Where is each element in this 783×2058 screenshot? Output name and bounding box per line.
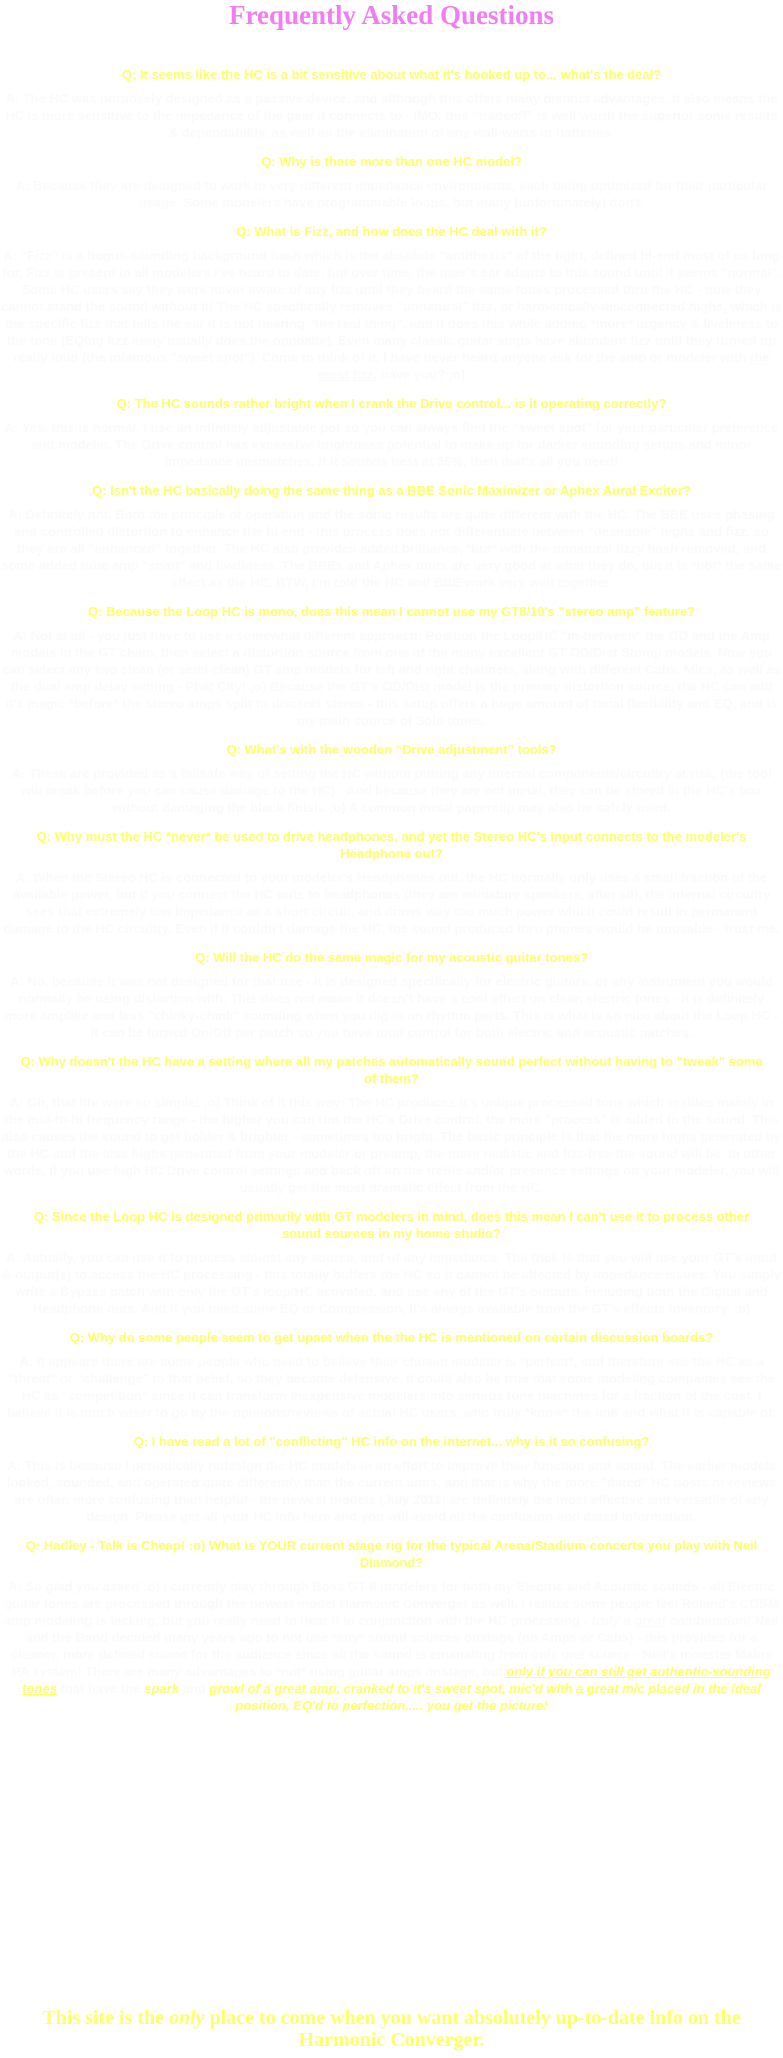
faq-answer: A: Not at all - you just have to use a somewhat different approach: Position the Loop/HC "in-between" the OD and the Amp models in the GT chain, then select a distortion source from one of the many excellent GT OD/Dist Stomp models. Now you can select any two clean (or semi-clean) GT amp models for left and right channels, along with different Cabs, Mics, as well as the dual amp delay setting - Phat City! ;o) Because the GT's OD/Dist model is the primary distortion source, the HC can add it's magic *before* the stereo amps split to discreet stereo - this setup offers a huge amount of tonal flexibility and EQ, and is my main source of Solo tones. <box>2 628 781 728</box>
answer-text: A: “Fizz” is a bogus-sounding background hash which is the absolute "antithesis" of the tight, defined hi-end most of us long for. Fizz is present in all modelers I've heard to date, but over time, the user's ear adapts to this sound until it seems "normal". Some HC users say they were never aware of any fizz until they heard the same tones processed thru the HC - now they cannot stand the sound without it! The HC specifically removes "unnatural" fizz, or harmonically-disconnected highs, which is the specific fizz that tells the ear it is not hearing "the real thing", and it does this while adding *more* urgency & liveliness to the tone (EQing fizz away usually does the opposite). Even many classic guitar amps have abundant fizz until they turned up really loud (the infamous "sweet spot"). Come to think of it, I have never heard anyone ask for the amp or modeler with <box>1 248 782 365</box>
faq-question: Q: Since the Loop HC is designed primarily with GT modelers in mind, does this mean I can't use it to process other sound sources in my home studio? <box>33 1209 750 1241</box>
faq-answer: A: Because they are designed to work in very different impedance environments, each being optimized for their particular usage. Some modelers have programmable loops, but many (unfortunately) don't. <box>15 178 768 210</box>
page-title: Frequently Asked Questions <box>228 0 555 30</box>
faq-item-2 <box>0 153 783 211</box>
faq-question: Q: The HC sounds rather bright when I crank the Drive control... is it operating correctly? <box>116 396 667 411</box>
answer-text: that have the <box>56 1681 145 1696</box>
answer-underlined-text: the most fizz <box>317 350 770 382</box>
faq-item-4 <box>0 395 783 470</box>
faq-question: Q: What is Fizz, and how does the HC deal with it? <box>236 224 547 239</box>
faq-item-9 <box>0 949 783 1041</box>
faq-item-13 <box>0 1433 783 1525</box>
answer-italic: truly a great combination! <box>591 1613 752 1628</box>
faq-question: Q: I have read a lot of "conflicting" HC info on the internet... why is it so confusing? <box>133 1434 650 1449</box>
faq-item-8 <box>0 828 783 937</box>
faq-question: Q: Why must the HC *never* be used to drive headphones, and yet the Stereo HC's input connects to the modeler's Headphone out? <box>36 829 747 861</box>
footer-tagline: This site is the only place to come when you want absolutely up-to-date info on the Harmonic Converger. <box>42 2007 741 2051</box>
faq-item-10 <box>0 1053 783 1196</box>
faq-question: Q: What's with the wooden “Drive adjustment” tools? <box>226 742 557 757</box>
faq-question: Q: Why is there more than one HC model? <box>261 154 522 169</box>
faq-item-3 <box>0 223 783 383</box>
faq-item-14 <box>0 1537 783 1714</box>
answer-text-tail: , have you? ;o) <box>373 367 466 382</box>
answer-highlight: spark <box>144 1681 179 1696</box>
answer-highlight: only if you can still get authentic-sounding tones <box>22 1664 771 1696</box>
faq-answer: A: Actually, you can use it to process almost any source, and of any impedance. The trick is that you will use your GT's input & output(s) to access the HC processing - this totally buffers the HC so it cannot be affected by impedance issues. You simply write a Bypass patch with only the GT's loop/HC activated, and use any of the GT's outputs, including both the Digital and Headphone outs. And if you need some EQ or Compression, it's always available from the GT's effects inventory. ;o) <box>2 1250 781 1316</box>
answer-lead: A: <box>8 1579 26 1594</box>
answer-highlight: growl of a great amp, cranked to it's sweet spot, mic'd with a great mic placed in the ideal position, EQ'd to perfection..... <box>209 1681 761 1713</box>
faq-item-1 <box>0 66 783 141</box>
faq-answer: A: Oh, that life were so simple! ;o) Think of it this way: The HC produces it's unique processed tone which resides mainly in the mid-to-hi frequency range - the higher you can run the HC's Drive control, the more "process" is added to the sound. This also causes the sound to get bolder & brighter - sometimes too bright. The basic principle is that the more highs generated by the HC and the less highs generated from your modeler or preamp, the more realistic and fizz-free the sound will be. In other words, if you use high HC Drive control settings and back off on the treble and/or presence settings on your modeler, you will usually get the most dramatic effect from the HC. <box>1 1095 782 1195</box>
faq-answer: A: The HC was purposely designed as a passive device, and although this offers many distinct advantages, it also means the HC is more sensitive to the impedance of the gear it connects to - IMO, this “tradeoff” is well worth the superior sonic results & dependability, as well as the elimination of any wall-warts or batteries. <box>5 91 778 140</box>
faq-question: Q: Will the HC do the same magic for my acoustic guitar tones? <box>195 950 588 965</box>
faq-list <box>0 66 783 1714</box>
faq-question: Q: It seems like the HC is a bit sensitive about what it's hooked up to... what's the deal? <box>121 67 662 82</box>
faq-answer: A: No, because it was not designed for that use - it is designed specifically for electric guitars, or any instrument you would normally be using distortion with. This does not mean it doesn't have a cool effect on clean electric tones - it is definitely more amplike and less "chinky-chink" sounding when you dig in on rhythm parts. This is what is so nice about the Loop HC - it can be turned On/Off per patch so you have total control for both electric and acoustic patches. <box>4 974 779 1040</box>
faq-item-7 <box>0 741 783 816</box>
answer-italic: So glad you asked <box>25 1579 140 1594</box>
faq-answer <box>0 247 783 383</box>
faq-answer: A: When the Stereo HC is connected to your modeler's Headphones out, the HC normally only uses a small fraction of the available power, but if you connect the HC outs to headphones (they are miniature speakers, after all), the internal circuitry sees that extremely low impedance as a short circuit, and draws way too much power which could result in permanent damage to the HC circuitry. Even if it couldn't damage the HC, the sound produced thru phones would be unusable - trust me. <box>3 870 780 936</box>
answer-text: and <box>178 1681 210 1696</box>
answer-highlight: you get the picture! <box>423 1698 548 1713</box>
faq-answer: A: Yes, this is normal. I use an infinitely adjustable pot so you can always find the “sweet spot” for your particular preference and modeler. The Drive control has excessive brightness potential to make up for darker sounding setups and minor impedance mismatches. If it sounds best at 35%, then that's all you need! <box>4 420 779 469</box>
faq-item-11 <box>0 1208 783 1317</box>
faq-question: Q: Why do some people seem to get upset when the the HC is mentioned on certain discussion boards? <box>69 1330 714 1345</box>
faq-item-12 <box>0 1329 783 1421</box>
faq-item-5 <box>0 482 783 591</box>
faq-item-6 <box>0 603 783 729</box>
faq-answer: A: This is because I periodically redesign the HC models in an effort to improve their function and sound. The earlier models looked, sounded, and operated quite differently than the current units, and that is why the more "dated" HC posts or reviews are often more confusing than helpful - the newest models (July 2011) are definitely the most effective and versatile of any design. Please get all your HC info here and you will avoid all the confusion and dated information. <box>6 1458 777 1524</box>
faq-answer: A: Definitely not. Both the principle of operation and the sonic results are quite different with the HC. The BBE uses phasing and controlled distortion to enhance the hi end - this process does not differentiate between "desirable" highs and fizz, so they are all "enhanced" together. The HC also provides added brilliance, *but* with the unnatural fizzy hash removed, and some added tube amp "snarl" and liveliness. The BBEs and Aphex units are very good at what they do, but it is *not* the same effect as the HC. BTW, I'm told the HC and BBE work very well together. <box>1 507 782 590</box>
faq-question: Q: Why doesn't the HC have a setting where all my patches automatically sound perfect without having to "tweak" some of them? <box>20 1054 763 1086</box>
faq-question: Q: Hadley - Talk is Cheap! :o) What is YOUR current stage rig for the typical Arena/Stadium concerts you play with Neil Diamond? <box>25 1538 758 1570</box>
answer-text: :o) I currently play through Boss GT-8 modelers for both my Electric and Acoustic sounds - all Electric guitar tones are processed through the newest model Harmonic Converger as well. I realize some people feel Roland's COSM amp modeling is lacking, but you really need to hear it in conjunction with the HC processing - <box>4 1579 779 1628</box>
answer-text: Neil and the Band decided many years ago to not use *any* sound sources onstage (no Amps or Cabs) - this provides for a cleaner, more defined sound for the audience since all the sound is emanating from only one source - Neil's monster Mains PA system! There are many advantages to *not* using guitar amps onstage, but <box>11 1613 779 1679</box>
faq-answer <box>0 1578 783 1714</box>
faq-question: Q: Isn't the HC basically doing the same thing as a BBE Sonic Maximizer or Aphex Aural Exciter? <box>92 483 691 498</box>
faq-question: Q: Because the Loop HC is mono, does this mean I cannot use my GT8/10's "stereo amp" feature? <box>87 604 696 619</box>
faq-answer: A: These are provided as a failsafe way of setting the HC without putting any internal components/circuitry at risk, (the tool will break before you can cause damage to the HC) - And because they are not metal, they can be stored in the HC's box without damaging the black finish. ;o) A common metal paperclip may also be safely used. <box>11 766 772 815</box>
faq-answer: A: It appears there are some people who need to believe their chosen modeler is *perfect*, and therefore see the HC as a "threat" or "challenge" to that belief, so they become defensive. It could also be true that some modeling companies see the HC as "competition" since it can transform inexpensive modelers into serious tone machines for a fraction of the cost. I believe it is much wiser to go by the opinions/reviews of actual HC users, who truly *know* the unit and what it is capable of. <box>6 1354 777 1420</box>
